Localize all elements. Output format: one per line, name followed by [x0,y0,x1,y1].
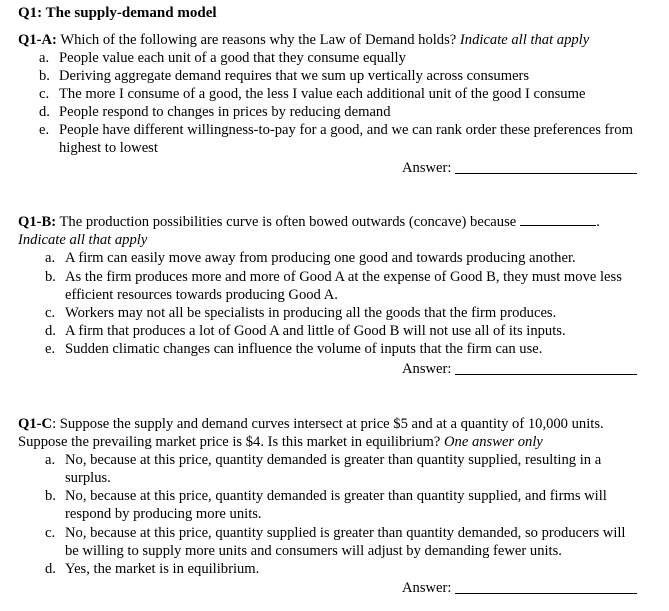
question-1b-prompt [18,213,600,231]
option-letter: b. [39,68,50,84]
option-letter: c. [45,525,56,541]
option-letter: b. [45,269,56,285]
option-text[interactable]: The more I consume of a good, the less I value each additional unit of the good I consume [59,86,586,102]
option-text-continued: efficient resources towards producing Good A. [65,287,338,303]
question-1c-text-2: Suppose the prevailing market price is $4. Is this market in equilibrium? [18,434,441,450]
option-text[interactable]: As the firm produces more and more of Good A at the expense of Good B, they must move less [65,269,622,285]
option-text-continued: be willing to supply more units and consumers will adjust by demanding fewer units. [65,543,562,559]
question-1b-text: The production possibilities curve is often bowed outwards (concave) because [59,214,517,230]
option-text[interactable]: Yes, the market is in equilibrium. [65,561,260,577]
question-1c-prompt-line2 [18,433,543,451]
question-1c-label: Q1-C [18,416,53,432]
answer-blank-1a[interactable] [455,173,637,174]
option-letter: a. [39,50,50,66]
option-text-continued: highest to lowest [59,140,158,156]
page-title: Q1: The supply-demand model [18,5,217,21]
option-letter: a. [45,452,56,468]
option-text[interactable]: People respond to changes in prices by reducing demand [59,104,391,120]
question-1c-prompt [18,415,604,433]
option-letter: b. [45,488,56,504]
option-text[interactable]: No, because at this price, quantity supplied is greater than quantity demanded, so producers will [65,525,626,541]
option-text-continued: surplus. [65,470,111,486]
option-text[interactable]: A firm that produces a lot of Good A and little of Good B will not use all of its inputs. [65,323,566,339]
option-text[interactable]: Sudden climatic changes can influence the volume of inputs that the firm can use. [65,341,543,357]
option-letter: d. [45,561,56,577]
question-1c-instruction: One answer only [443,434,543,450]
question-1b-instruction: Indicate all that apply [18,232,148,248]
question-1a-label: Q1-A: [18,32,57,48]
option-letter: a. [45,250,56,266]
answer-label: Answer: [402,580,452,596]
option-text[interactable]: Deriving aggregate demand requires that we sum up vertically across consumers [59,68,530,84]
answer-label: Answer: [402,361,452,377]
option-letter: d. [45,323,56,339]
option-text[interactable]: A firm can easily move away from producing one good and towards producing another. [65,250,576,266]
option-letter: e. [45,341,56,357]
option-text[interactable]: People have different willingness-to-pay for a good, and we can rank order these preferences from [59,122,633,138]
option-text[interactable]: People value each unit of a good that they consume equally [59,50,406,66]
answer-label: Answer: [402,160,452,176]
option-text-continued: respond by producing more units. [65,506,262,522]
inline-blank[interactable] [520,213,596,226]
answer-blank-1b[interactable] [455,374,637,375]
answer-blank-1c[interactable] [455,593,637,594]
option-letter: d. [39,104,50,120]
option-text[interactable]: No, because at this price, quantity demanded is greater than quantity supplied, resulting in a [65,452,602,468]
question-1a-instruction: Indicate all that apply [459,32,590,48]
question-1a-prompt [18,31,589,49]
option-text[interactable]: No, because at this price, quantity demanded is greater than quantity supplied, and firms will [65,488,607,504]
option-text[interactable]: Workers may not all be specialists in producing all the goods that the firm produces. [65,305,557,321]
option-letter: c. [45,305,56,321]
question-1b-label: Q1-B: [18,214,57,230]
question-1a-text: Which of the following are reasons why the Law of Demand holds? [60,32,457,48]
question-1b-period: . [596,214,600,230]
option-letter: e. [39,122,50,138]
option-letter: c. [39,86,50,102]
question-1c-text: : Suppose the supply and demand curves intersect at price $5 and at a quantity of 10,000 units. [52,416,604,432]
